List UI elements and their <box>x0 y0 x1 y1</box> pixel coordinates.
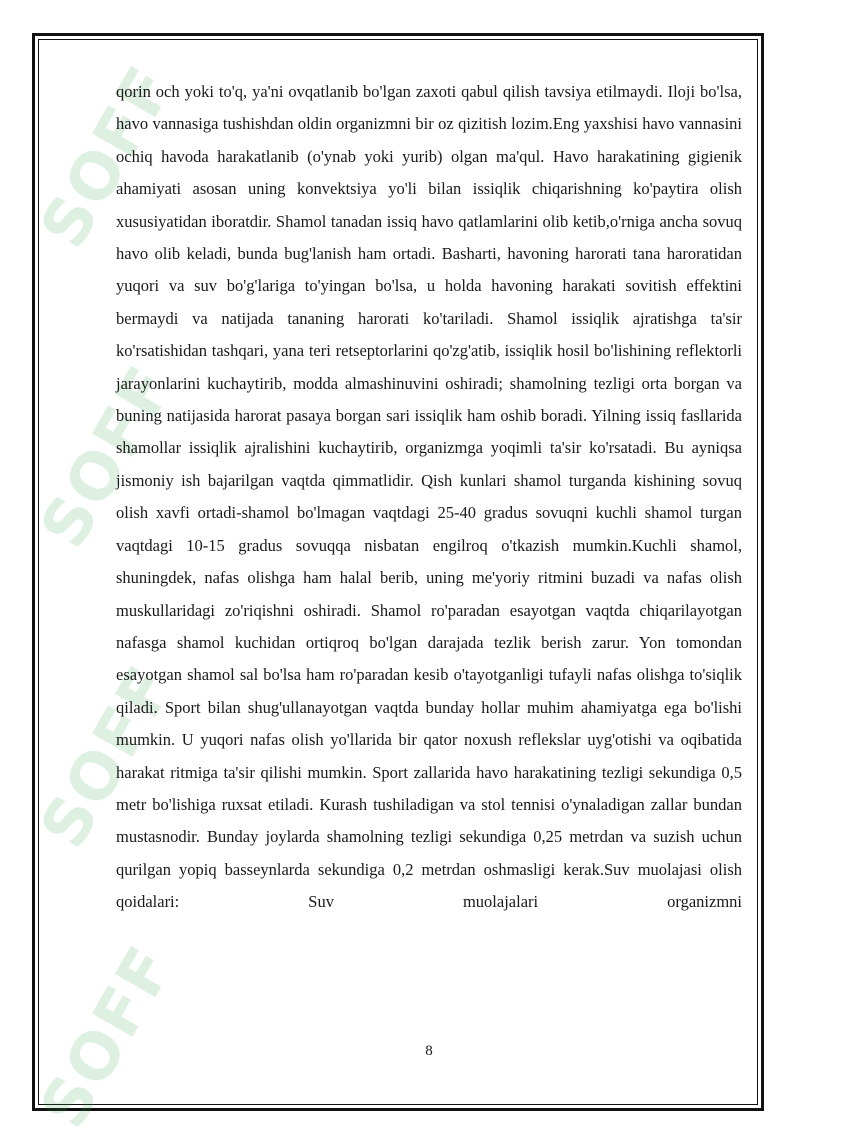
watermark-text: SOFF <box>26 933 189 1140</box>
watermark-text: SOFF <box>26 53 189 261</box>
watermark-text: SOFF <box>26 653 189 861</box>
body-text: qorin och yoki to'q, ya'ni ovqatlanib bo'lgan zaxoti qabul qilish tavsiya etilmaydi. Iloji bo'lsa, havo vannasiga tushishdan oldin organizmni bir oz qizitish lozim.Eng yaxshisi havo vannasini ochiq havoda harakatlanib (o'ynab yoki yurib) olgan ma'qul. Havo harakatining gigienik ahamiyati asosan uning konvektsiya yo'li bilan issiqlik chiqarishning ko'paytira olish xususiyatidan iboratdir. Shamol tanadan issiq havo qatlamlarini olib ketib,o'rniga ancha sovuq havo olib keladi, bunda bug'lanish ham ortadi. Basharti, havoning harorati tana haroratidan yuqori va suv bo'g'lariga to'yingan bo'lsa, u holda havoning harakati sovitish effektini bermaydi va natijada tananing harorati ko'tariladi. Shamol issiqlik ajratishga ta'sir ko'rsatishidan tashqari, yana teri retseptorlarini qo'zg'atib, issiqlik hosil bo'lishining reflektorli jarayonlarini kuchaytirib, modda almashinuvini oshiradi; shamolning tezligi orta borgan va buning natijasida harorat pasaya borgan sari issiqlik ham oshib boradi. Yilning issiq fasllarida shamollar issiqlik ajralishini kuchaytirib, organizmga yoqimli ta'sir ko'rsatadi. Bu ayniqsa jismoniy ish bajarilgan vaqtda qimmatlidir. Qish kunlari shamol turganda kishining sovuq olish xavfi ortadi-shamol bo'lmagan vaqtdagi 25-40 gradus sovuqni kuchli shamol turgan vaqtdagi 10-15 gradus sovuqqa nisbatan engilroq o'tkazish mumkin.Kuchli shamol, shuningdek, nafas olishga ham halal berib, uning me'yoriy ritmini buzadi va nafas olish muskullaridagi zo'riqishni oshiradi. Shamol ro'paradan esayotgan vaqtda chiqarilayotgan nafasga shamol kuchidan ortiqroq bo'lgan darajada tezlik berish zarur. Yon tomondan esayotgan shamol sal bo'lsa ham ro'paradan kesib o'tayotganligi tufayli nafas olishga to'siqlik qiladi. Sport bilan shug'ullanayotgan vaqtda bunday hollar muhim ahamiyatga ega bo'lishi mumkin. U yuqori nafas olish yo'llarida bir qator noxush reflekslar uyg'otishi va oqibatida harakat ritmiga ta'sir qilishi mumkin. Sport zallarida havo harakatining tezligi sekundiga 0,5 metr bo'lishiga ruxsat etiladi. Kurash tushiladigan va stol tennisi o'ynaladigan zallar bundan mustasnodir. Bunday joylarda shamolning tezligi sekundiga 0,25 metrdan va suzish uchun qurilgan yopiq basseynlarda sekundiga 0,2 metrdan oshmasligi kerak.Suv muolajasi olish qoidalari: Suv muolajalari organizmni <box>116 82 742 912</box>
page-number: 8 <box>425 1043 433 1059</box>
watermark-text: SOFF <box>26 353 189 561</box>
